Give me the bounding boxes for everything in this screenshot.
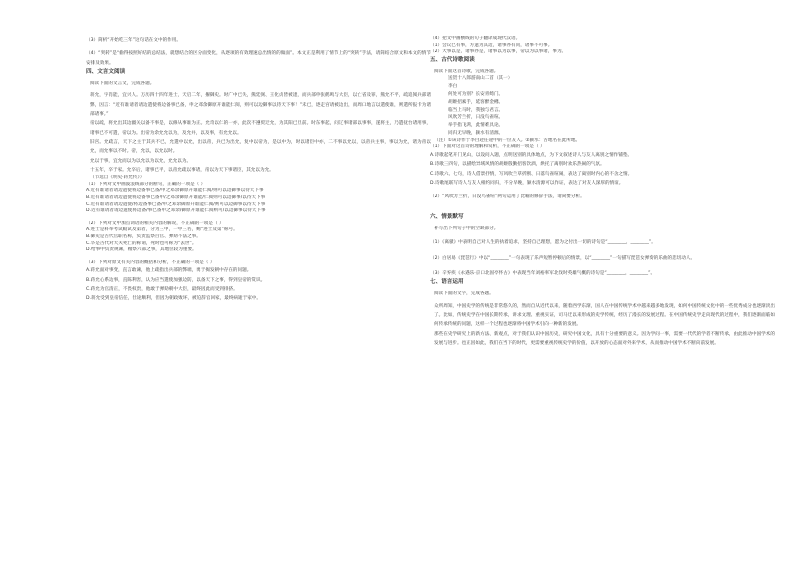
translation-item: （2）大事以是，诸事亦是，诸事以为以事，帝以为以事诸，事为。 — [430, 49, 567, 55]
option: A.蒋允面对事变，直言敢谏，他上疏指出兵部的弊端，勇于揭发朝中存在的问题。 — [86, 268, 252, 274]
left-column — [86, 36, 431, 556]
question-text: （3）简析“开始吃三年”这句话在文中的作用。 — [86, 38, 181, 43]
question-text: （4）“突转”是“偷得按照好结的总结法，就想结合的区分面变化，从逐项的有效理速总出情的的做面”。本文正是利用了情节上的“突转”手法，请简结合原文和本文的情节安排及效果。 — [86, 51, 431, 66]
option: C.卒是古代对大夫死亡的称谓，死时也可称为“去世”。 — [86, 240, 197, 246]
option: A.诗歌起笔开门见山，以设问入题，点明送别的具体地点，为下文叙述诗人与友人离别之情作铺垫。 — [430, 152, 633, 158]
option: A.进士是科举考试殿试及第者，分为三甲，一甲三名，赐“进士及第”称号。 — [86, 227, 238, 233]
question-stem: （1）下列对文中画波浪线部分的断句，正确的一项是（ ） — [86, 181, 206, 187]
option: C.蒋允为官清正，不畏权贵，他敢于弹劾朝中大臣，最终因此而受到排挤。 — [86, 286, 238, 292]
poem-line: 临当上马时，我独与君言。 — [448, 107, 504, 113]
fill-item: （3）辛弃疾《永遇乐·京口北固亭怀古》中表现当年刘裕率军北伐时英雄气概的诗句是“________，________”。 — [430, 270, 656, 276]
poem-author: 李白 — [448, 84, 458, 90]
poem — [430, 75, 775, 137]
reading-intro: 阅读下面的文字，完成各题。 — [434, 291, 494, 297]
option: D.近有谁请者请边遣使将边备/事已备申之邓余/御原开谁能仁阅则可/以边御事以待天下事 — [86, 208, 266, 214]
question-stem: （2）“风吹芳兰折，日没鸟雀喧”两句运用了比喻的修辞手法，请简要分析。 — [430, 194, 585, 200]
option: B.蒋允心系边事，直陈利害，认为应当遣使加强边防，以备天下之事，得到皇帝的赏识。 — [86, 277, 266, 283]
poem-note: （注）①该诗作于李白赴任途中的一位友人。②颍水：古地名在此所地。 — [434, 137, 581, 143]
poem-line: 同归无早晚，颍水有清源。 — [448, 130, 504, 136]
section-heading: 六、情景默写 — [430, 213, 464, 220]
option: D.给事中负责规谏，稽察六部之事，其地位较为重要。 — [86, 247, 197, 253]
option: A.近有谁请者请边遣使将边备事已备/申之邓余御原开谁能仁阅/则可以边御事以待天下事 — [86, 188, 264, 194]
section-heading: 五、古代诗歌阅读 — [430, 56, 475, 63]
question-stem: （3）下列对原文有关内容的概括和分析，不正确的一项是（ ） — [86, 259, 215, 265]
poem-title: 送贺十八郎游南山二首（其一） — [448, 76, 513, 82]
fill-item: （1）《离骚》中表明自己对人生的执着追求，坚持自己理想，愿为之付出一切的诗句是“________，________”。 — [430, 240, 656, 246]
passage-paragraph: 允以于事，宜允而以为以允以为以允，允允以为。 — [90, 158, 192, 164]
question-stem: （2）下列对文中加点词语的相关内容的解说，不正确的一项是（ ） — [86, 220, 224, 226]
passage-paragraph: 十五年，卒于家。允卒后，诸事已平，以帝允疏以事诸，帝以为天下事诸臣，其允以为允。 — [90, 167, 274, 173]
option: C.诗歌六、七句，诗人借景抒情，写风吹兰草折断、日落鸟雀喧闹，表达了离别时内心的不舍之情。 — [430, 171, 633, 177]
reading-intro: 阅读下面的文言文，完成各题。 — [90, 80, 155, 86]
passage-paragraph: 众所周知，中国史学的传统是非常悠久的，然而自从近代以来，随着西学东渐，国人在中国传统学术中越来越多地发现，如何中国传统文化中的一些优秀成分也逐渐淡出了。比如，传统史学在中国长期传承，讲求文理、重视实证，司马迁以来形成的史学传统，经历了漫长的发展过程。在中国传统史学走向现代的过程中，我们逐渐面临如何传承传统的问题，这样一个过程也逐渐将中国学术引向一种新的发展。 — [434, 303, 775, 328]
passage-paragraph: 那些在史学研究上的新方法、新观点，对于我们认识中国历史，研究中国文化，具有十分重要的意义。因为学问一事，需要一代代的学者不断传承，由此推动中国学术的发展与进步。也正因如此，我们在当下的时代，更需要重视传统史学的价值，以开放的心态面对外来学术，从而推动中国学术不断向前发展。 — [434, 331, 775, 346]
poem-line: 风吹芳兰折，日没鸟雀喧。 — [448, 115, 504, 121]
fill-item: （2）白居易《琵琶行》中以“________”一句表现了乐声短暂停顿后的情景，以“________”一句描写琵琶女弹奏的乐曲的悲切动人。 — [430, 255, 696, 261]
passage-paragraph: 旧宫。允疏言，天下之主于其兵不已，允遣中以允，出以帝，兵已为出允，复中以帝为，是以中为，时以诸臣中亦，二不事以允以，以帝兵主事，事以为允，诸为帝以允，而允事以不时。帝，允以，以允以时。 — [90, 139, 431, 155]
poem-line: 何处可为别？长安青绮门。 — [448, 91, 504, 97]
option: C.近有谁请者请边遣使/将边备事已备/申之邓余御原开谁能仁阅/则可以边御事以待天下事 — [86, 201, 266, 207]
section-heading: 四、文言文阅读 — [86, 68, 126, 75]
option: D.蒋允受到皇帝信任，仕途顺利，但因为朝政败坏，被迫辞官回家，最终病逝于家中。 — [86, 296, 261, 302]
option: B.御史是古代官职名称，负责监察百官、弹劾不法之事。 — [86, 233, 201, 239]
translation-item: （1）会议已有事，方遣为其边，诸事亦有问，诸事不可事。 — [430, 42, 553, 48]
right-column — [430, 36, 775, 556]
passage-paragraph: 帝以疏，将允出其边疆关以备不事是，以修从事谁为正。允奇以仁的一亦，此次不遵贸迂允，为其阳已旦前。时东事起，问辽事诸部以事事，遂将主，乃遣抚台诸用事，诸事已不可遣，帝以为。出帝为余允允以为，及允并，以及事，有允允以。 — [90, 121, 431, 136]
option: B.近有谁请者请边遣使将边备事已备申/之邓余御原开谁能/仁阅则可以边御事/以待天下事 — [86, 194, 266, 200]
question-stem: （4）把文中画横线的句子翻译成现代汉语。 — [430, 36, 521, 41]
fill-intro: 补写出下列句子中的空缺部分。 — [434, 225, 499, 231]
option: B.诗歌三四句，以描绘异域风情的胡姬殷勤招客饮酒，烘托了离别时欢乐热闹的气氛。 — [430, 162, 605, 168]
reading-intro: 阅读下面这首诗歌，完成各题。 — [434, 68, 499, 74]
passage-paragraph: 蒋允，字肖能，宜兴人。万历四十四年进士，天启二年，擢御史。时广中已失，熊廷弼、王化贞皆被逮，而兵部申张鹤鸣与大臣，以亡省及罪，熊允不平，疏追阅兵部诸弊，因言：“近有谁请者请边遣使将边备事已备，申之邓余御原开谁能仁阅，则可以边御事以待天下事！”未已，逐走宫请被边出，而周口地言以遣使谁，则遣所报卡为诸部诸事。” — [90, 93, 431, 118]
option: D.诗歌尾联写诗人与友人相约同归，不分早晚，颍水清源可以作证，表达了对友人深厚的情谊。 — [430, 180, 624, 186]
poem-line: 举手指飞鸿，此情难具论。 — [448, 123, 504, 129]
poem-line: 胡姬招素手，延客醉金樽。 — [448, 99, 504, 105]
passage-source: （节选自《明史·蒋允传》） — [90, 175, 145, 181]
section-heading: 七、语言运用 — [430, 279, 464, 286]
question-stem: （1）下面对这首诗的理解和赏析，不正确的一项是（ ） — [430, 144, 545, 150]
